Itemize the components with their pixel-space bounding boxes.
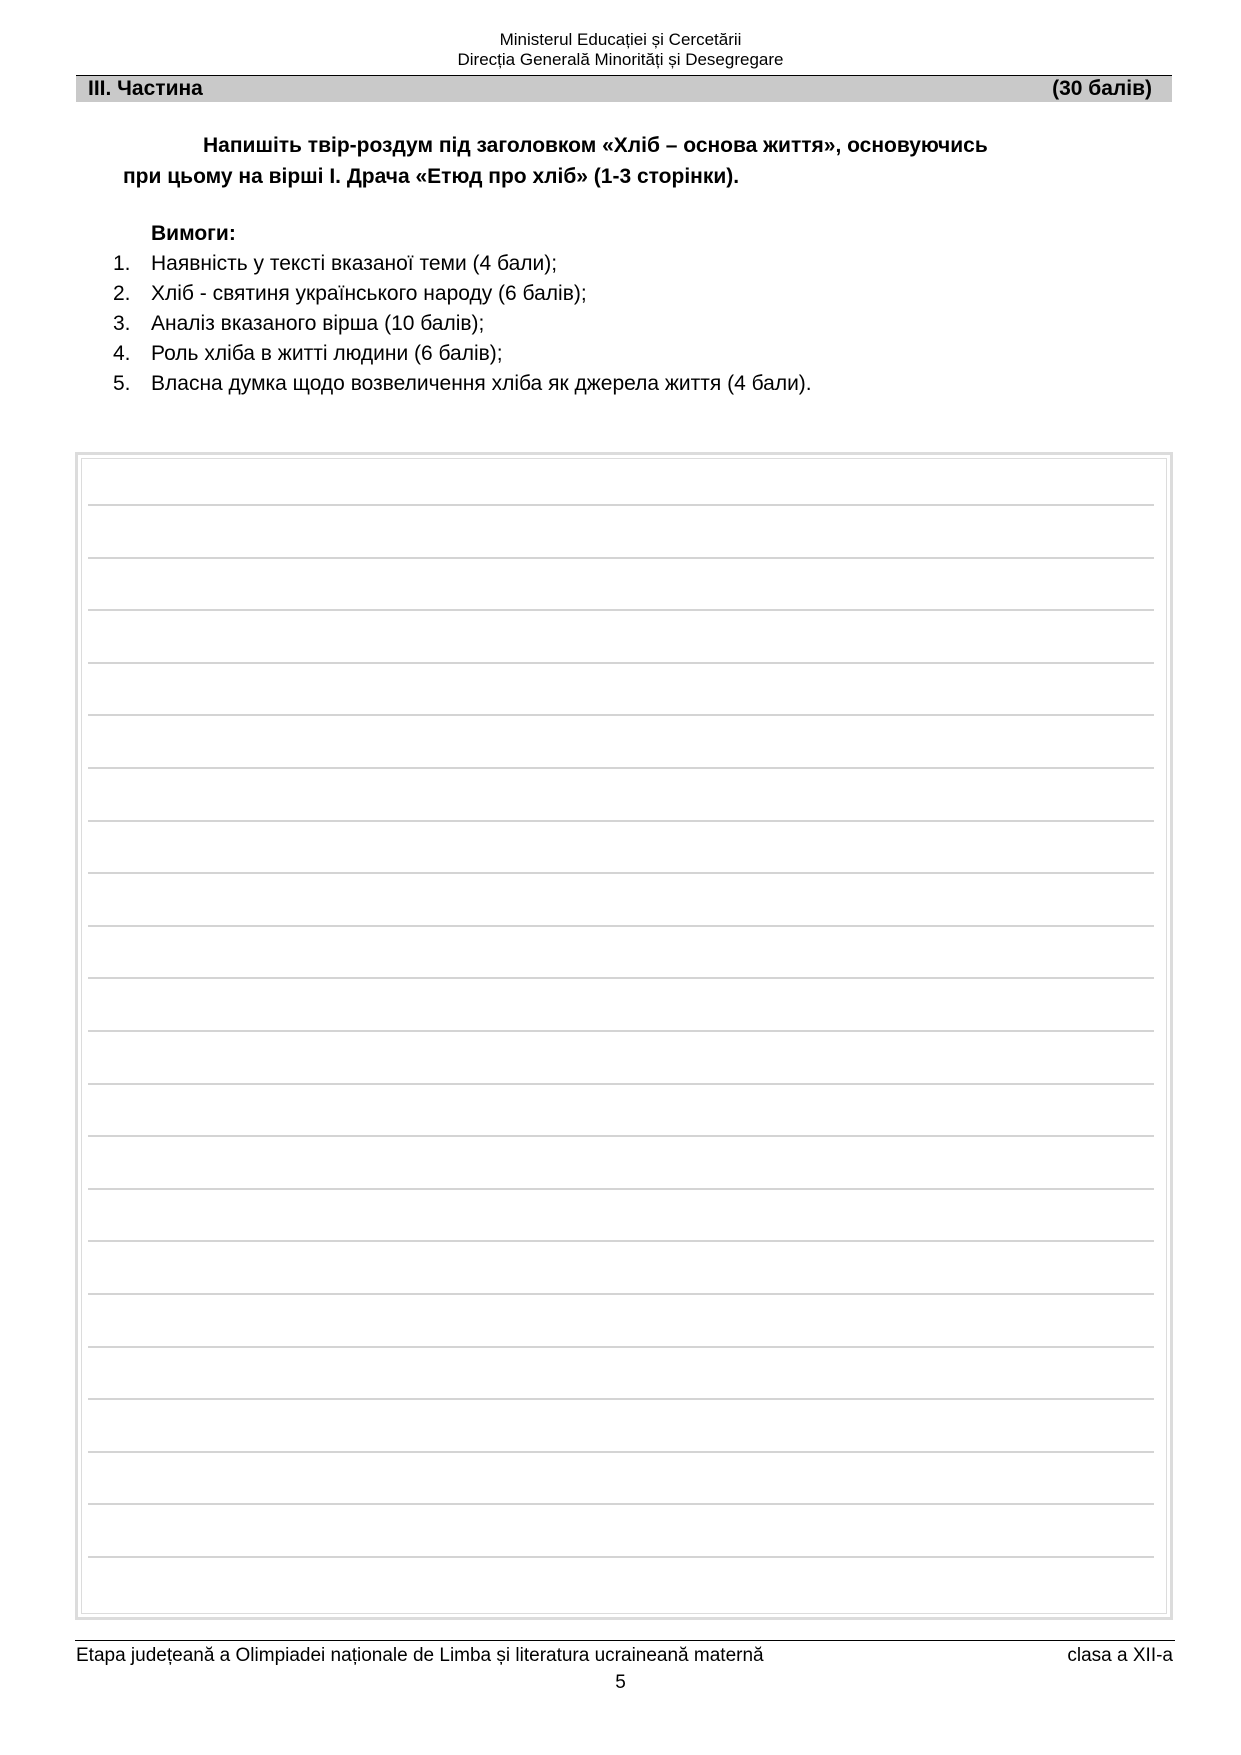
requirement-text: Аналіз вказаного вірша (10 балів); <box>151 312 485 335</box>
writing-line <box>88 557 1154 559</box>
writing-line <box>88 1188 1154 1190</box>
section-header-bar <box>76 75 1172 102</box>
writing-line <box>88 1398 1154 1400</box>
writing-line <box>88 977 1154 979</box>
requirement-number: 4. <box>113 342 131 365</box>
writing-line <box>88 1083 1154 1085</box>
requirement-number: 1. <box>113 252 131 275</box>
writing-line <box>88 1346 1154 1348</box>
page-number: 5 <box>615 1672 626 1693</box>
task-line-1: Напишіть твір-роздум під заголовком «Хліб – основа життя», основуючись <box>203 134 988 157</box>
writing-line <box>88 1030 1154 1032</box>
section-points: (30 балів) <box>1052 77 1152 100</box>
writing-line <box>88 714 1154 716</box>
section-title: III. Частина <box>88 77 203 100</box>
footer-class: clasa a XII-a <box>1067 1645 1173 1666</box>
ministry-header <box>0 30 1241 70</box>
answer-area[interactable] <box>75 452 1173 1620</box>
writing-line <box>88 662 1154 664</box>
footer-divider <box>75 1640 1175 1641</box>
requirement-text: Хліб - святиня українського народу (6 балів); <box>151 282 587 305</box>
requirement-number: 3. <box>113 312 131 335</box>
writing-line <box>88 504 1154 506</box>
writing-line <box>88 1503 1154 1505</box>
requirement-text: Роль хліба в житті людини (6 балів); <box>151 342 503 365</box>
requirements-title: Вимоги: <box>151 222 236 245</box>
writing-line <box>88 925 1154 927</box>
writing-line <box>88 872 1154 874</box>
writing-line <box>88 1451 1154 1453</box>
footer-olympiad-name: Etapa județeană a Olimpiadei naționale de Limba și literatura ucraineană maternă <box>76 1645 764 1666</box>
directorate-name: Direcția Generală Minorități și Desegregare <box>457 50 784 69</box>
writing-line <box>88 767 1154 769</box>
task-line-2: при цьому на вірші І. Драча «Етюд про хліб» (1-3 сторінки). <box>123 165 740 188</box>
writing-line <box>88 609 1154 611</box>
writing-line <box>88 820 1154 822</box>
writing-line <box>88 1135 1154 1137</box>
answer-area-inner-border <box>81 458 1167 1614</box>
ministry-name: Ministerul Educației și Cercetării <box>499 30 742 49</box>
requirement-number: 2. <box>113 282 131 305</box>
requirement-text: Власна думка щодо возвеличення хліба як джерела життя (4 бали). <box>151 372 812 395</box>
writing-line <box>88 1240 1154 1242</box>
writing-line <box>88 1556 1154 1558</box>
requirement-text: Наявність у тексті вказаної теми (4 бали); <box>151 252 558 275</box>
writing-line <box>88 1293 1154 1295</box>
requirement-number: 5. <box>113 372 131 395</box>
